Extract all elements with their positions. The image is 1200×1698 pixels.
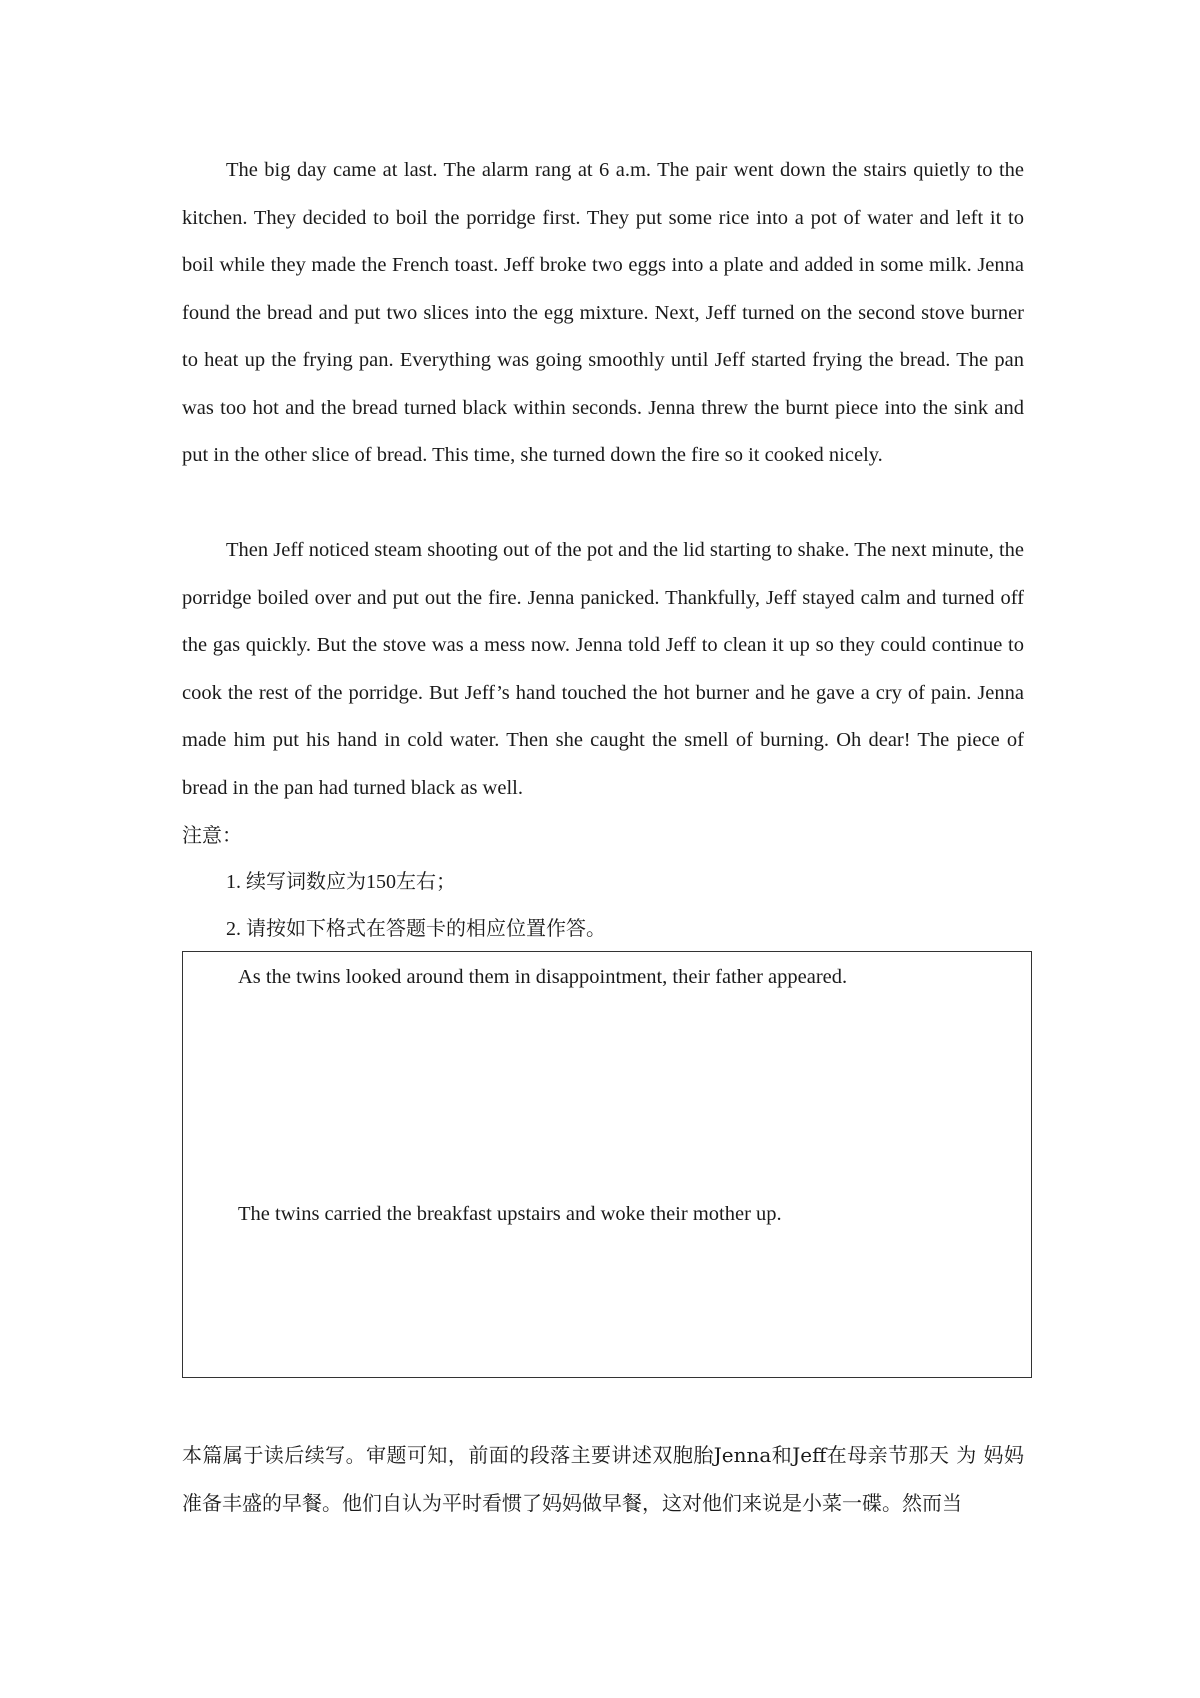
story-paragraph-2: Then Jeff noticed steam shooting out of the pot and the lid starting to shake. The next minute, the porridge boiled over and put out the fire. Jenna panicked. Thankfully, Jeff stayed calm and turned off the gas quickly. But the stove was a mess now. Jenna told Jeff to clean it up so they could continue to cook the rest of the porridge. But Jeff’s hand touched the hot burner and he gave a cry of pain. Jenna made him put his hand in cold water. Then she caught the smell of burning. Oh dear! The piece of bread in the pan had turned black as well. <box>182 539 1024 799</box>
answer-opening-sentence-1: As the twins looked around them in disappointment, their father appeared. <box>238 966 848 988</box>
note-item-format: 2. 请按如下格式在答题卡的相应位置作答。 <box>226 918 606 940</box>
note-item-word-count: 1. 续写词数应为150左右； <box>226 871 456 893</box>
story-paragraph-1: The big day came at last. The alarm rang at 6 a.m. The pair went down the stairs quietly to the kitchen. They decided to boil the porridge first. They put some rice into a pot of water and left it to boil while they made the French toast. Jeff broke two eggs into a plate and added in some milk. Jenna found the bread and put two slices into the egg mixture. Next, Jeff turned on the second stove burner to heat up the frying pan. Everything was going smoothly until Jeff started frying the bread. The pan was too hot and the bread turned black within seconds. Jenna threw the burnt piece into the sink and put in the other slice of bread. This time, she turned down the fire so it cooked nicely. <box>182 159 1024 466</box>
answer-box <box>182 951 1032 1378</box>
answer-opening-sentence-2: The twins carried the breakfast upstairs and woke their mother up. <box>238 1203 782 1225</box>
analysis-paragraph: 本篇属于读后续写。审题可知，前面的段落主要讲述双胞胎Jenna和Jeff在母亲节那天 为 妈妈准备丰盛的早餐。他们自认为平时看惯了妈妈做早餐，这对他们来说是小菜一碟。然而当 <box>182 1443 1024 1515</box>
notes-heading: 注意： <box>182 825 242 847</box>
